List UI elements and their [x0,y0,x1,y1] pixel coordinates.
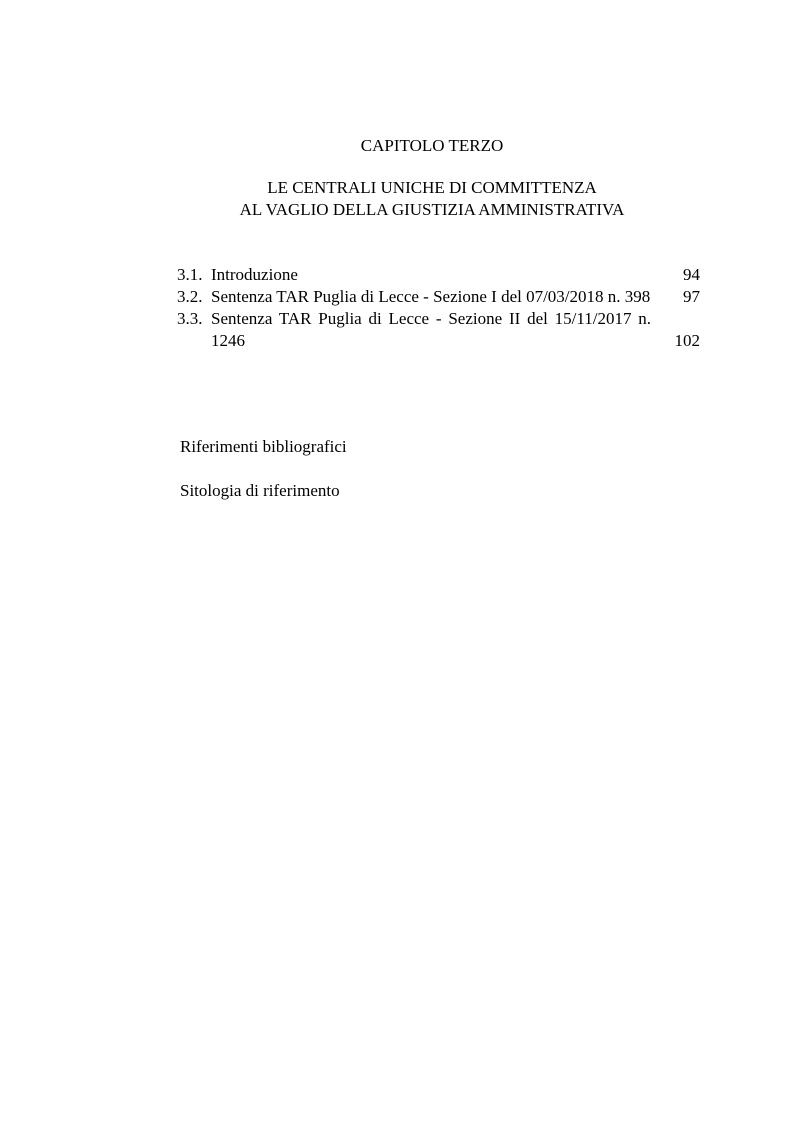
toc-entry-title: Sentenza TAR Puglia di Lecce - Sezione I del 07/03/2018 n. 398 [211,287,651,306]
toc-entry-number: 3.2. [177,287,203,306]
websites-heading: Sitologia di riferimento [180,481,340,500]
toc-entry [177,286,700,308]
toc-entry-page: 97 [683,287,700,306]
toc-entry [177,264,700,286]
chapter-title-line-2: AL VAGLIO DELLA GIUSTIZIA AMMINISTRATIVA [239,200,625,219]
toc-entry-number: 3.3. [177,309,203,328]
chapter-label: CAPITOLO TERZO [360,136,504,155]
bibliography-heading: Riferimenti bibliografici [180,437,347,456]
toc-entry-number: 3.1. [177,265,203,284]
toc-entry-page: 102 [674,331,700,350]
toc-entry [177,308,700,352]
toc-entry-title: Introduzione [211,265,298,284]
toc-entry-title: Sentenza TAR Puglia di Lecce - Sezione II del 15/11/2017 n. 1246 [211,309,651,350]
chapter-title-line-1: LE CENTRALI UNICHE DI COMMITTENZA [267,178,597,197]
toc-entry-page: 94 [683,265,700,284]
table-of-contents [177,264,700,352]
chapter-title [0,177,794,221]
